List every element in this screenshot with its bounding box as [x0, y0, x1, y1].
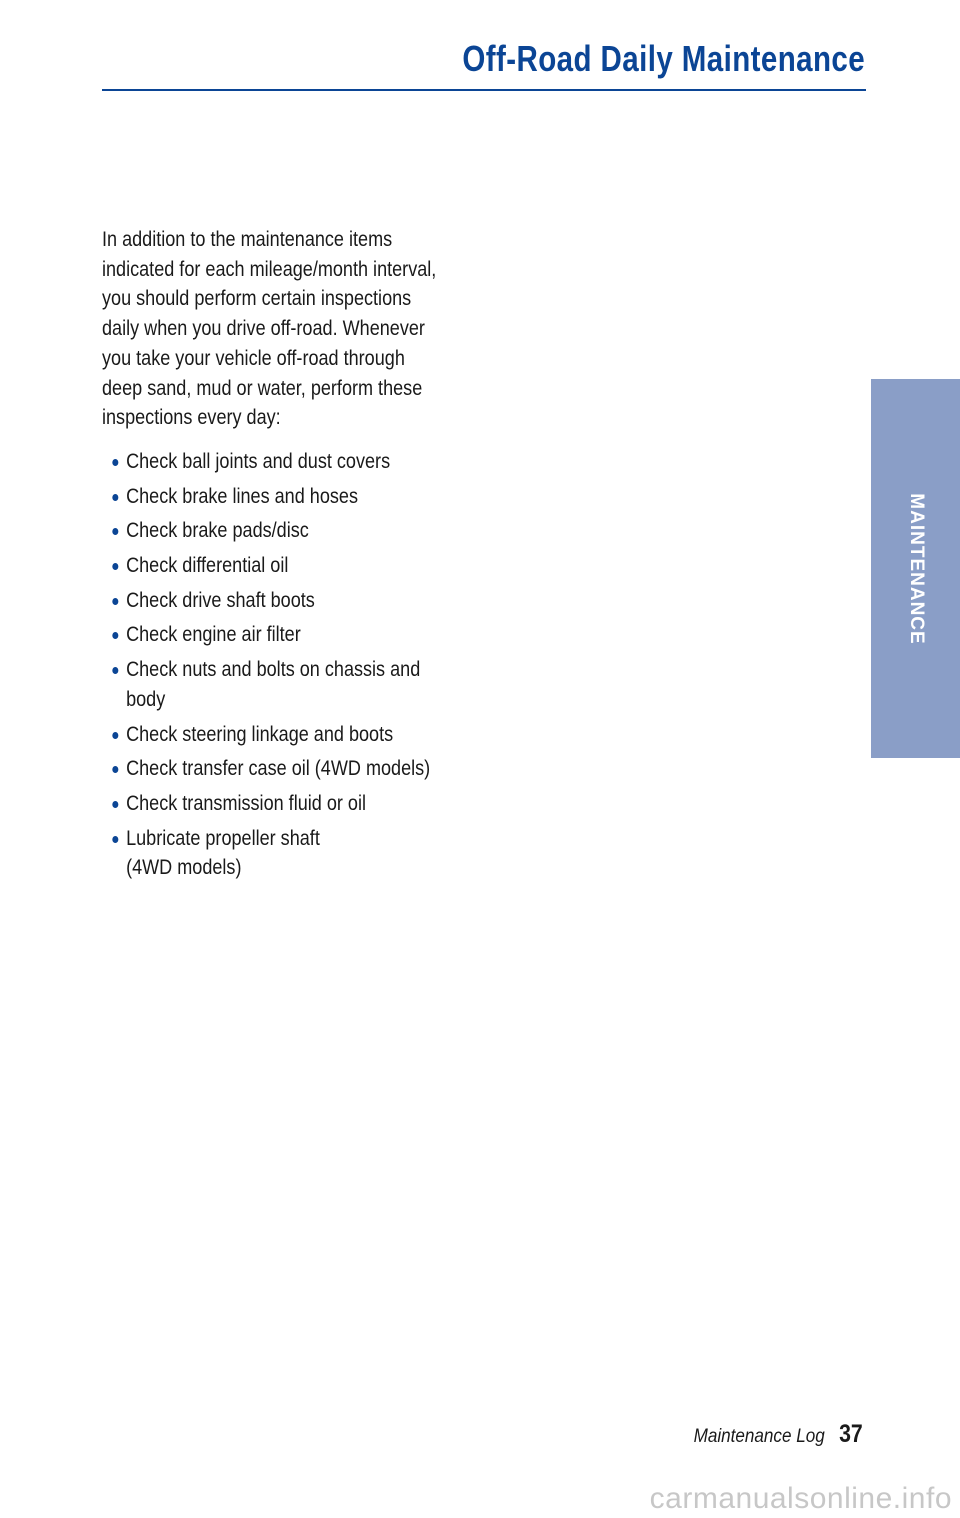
checklist-item-text: Check differential oil — [126, 554, 289, 578]
section-side-tab-label: MAINTENANCE — [905, 492, 927, 645]
title-divider — [102, 89, 866, 91]
checklist-item-text: Check transmission fluid or oil — [126, 791, 366, 815]
checklist-item — [102, 551, 498, 581]
checklist-item-text: Check steering linkage and boots — [126, 722, 394, 746]
page-title: Off-Road Daily Maintenance — [462, 38, 865, 79]
footer-section-label: Maintenance Log — [693, 1426, 825, 1447]
intro-line: daily when you drive off-road. Whenever — [102, 317, 425, 341]
bullet-icon — [112, 667, 118, 674]
bullet-icon — [112, 598, 118, 605]
checklist-item-text-continued: body — [126, 687, 166, 711]
intro-line: you should perform certain inspections — [102, 287, 412, 311]
bullet-icon — [112, 632, 118, 639]
checklist-item — [102, 754, 498, 784]
intro-line: In addition to the maintenance items — [102, 228, 393, 251]
checklist-item — [102, 824, 498, 883]
checklist-item-text: Lubricate propeller shaft — [126, 826, 320, 850]
checklist-item — [102, 482, 498, 512]
checklist-item — [102, 620, 498, 650]
checklist-item-text: Check drive shaft boots — [126, 588, 315, 612]
bullet-icon — [112, 494, 118, 501]
checklist-item-text: Check nuts and bolts on chassis and — [126, 658, 421, 682]
page-number: 37 — [839, 1420, 863, 1448]
checklist-item — [102, 447, 498, 477]
checklist-item-text: Check transfer case oil (4WD models) — [126, 757, 431, 781]
intro-paragraph — [102, 225, 472, 433]
bullet-icon — [112, 459, 118, 466]
checklist-item — [102, 586, 498, 616]
intro-line: indicated for each mileage/month interval, — [102, 257, 437, 281]
checklist-item-text: Check brake pads/disc — [126, 519, 309, 543]
page-footer — [679, 1420, 865, 1449]
watermark: carmanualsonline.info — [649, 1482, 952, 1515]
checklist-item — [102, 720, 498, 750]
bullet-icon — [112, 563, 118, 570]
bullet-icon — [112, 801, 118, 808]
bullet-icon — [112, 528, 118, 535]
checklist-item — [102, 789, 498, 819]
checklist-item — [102, 516, 498, 546]
bullet-icon — [112, 836, 118, 843]
intro-line: you take your vehicle off-road through — [102, 346, 405, 370]
checklist-item — [102, 655, 498, 714]
intro-line: deep sand, mud or water, perform these — [102, 376, 423, 400]
checklist-item-text: Check brake lines and hoses — [126, 484, 358, 508]
checklist-item-text-continued: (4WD models) — [126, 856, 242, 880]
section-side-tab — [871, 379, 960, 758]
intro-line: inspections every day: — [102, 406, 281, 430]
inspection-checklist — [102, 447, 498, 883]
bullet-icon — [112, 732, 118, 739]
checklist-item-text: Check ball joints and dust covers — [126, 449, 391, 473]
checklist-item-text: Check engine air filter — [126, 623, 301, 647]
bullet-icon — [112, 766, 118, 773]
content-column — [102, 225, 498, 888]
